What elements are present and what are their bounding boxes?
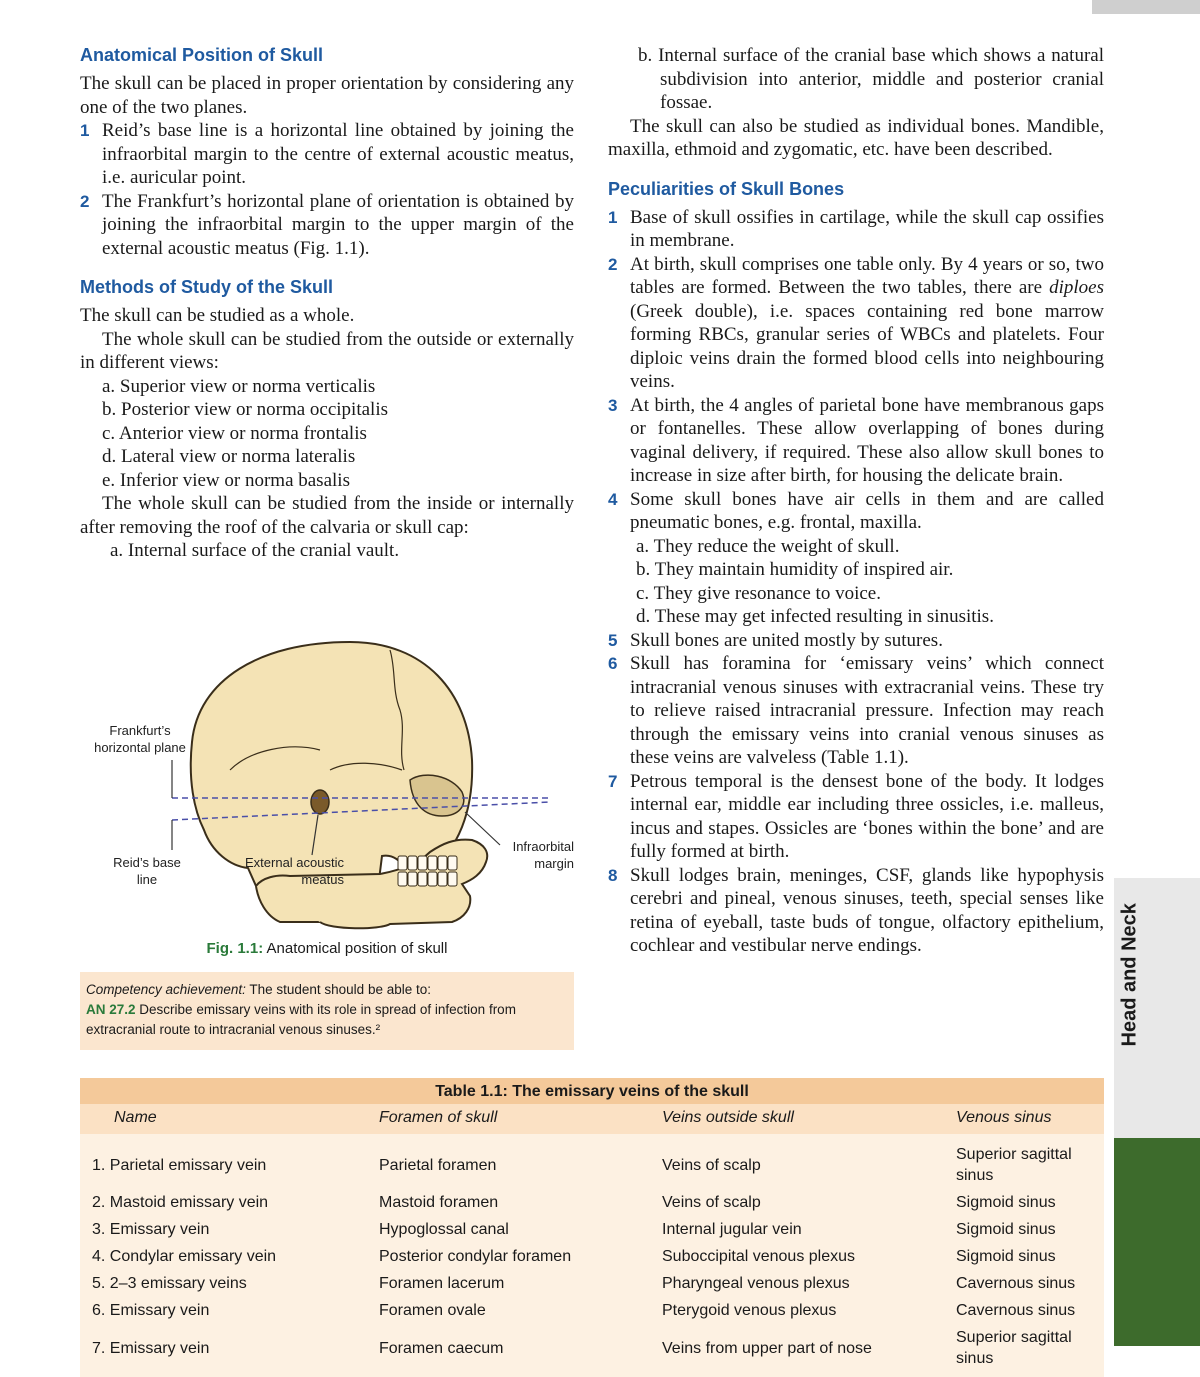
left-column <box>80 44 574 563</box>
page-corner-tab <box>1092 0 1200 14</box>
list-item: e. Inferior view or norma basalis <box>102 469 350 491</box>
paragraph-whole: The skull can be studied as a whole. <box>80 305 355 326</box>
list-item: d. Lateral view or norma lateralis <box>102 446 356 467</box>
paragraph-individual-bones: The skull can also be studied as individual bones. Mandible, maxilla, ethmoid and zygomatic, etc. have been described. <box>608 115 1104 160</box>
table-row: 4. Condylar emissary vein Posterior condylar foramen Suboccipital venous plexus Sigmoid sinus <box>80 1244 1104 1271</box>
list-item: 3 At birth, the 4 angles of parietal bone have membranous gaps or fontanelles. These allow overlapping of bones during vaginal delivery, if required. These also allow skull bones to increase in size after birth, for housing the delicate brain. <box>608 394 1104 486</box>
list-item: d. These may get infected resulting in sinusitis. <box>636 606 994 627</box>
table-row: 6. Emissary vein Foramen ovale Pterygoid venous plexus Cavernous sinus <box>80 1298 1104 1325</box>
label-frankfurt: Frankfurt’s horizontal plane <box>94 723 186 755</box>
views-list <box>80 375 574 493</box>
list-item: a. They reduce the weight of skull. <box>636 535 900 557</box>
competency-box: Competency achievement: The student should be able to: AN 27.2 Describe emissary veins with its role in spread of infection from extracranial route to intracranial venous sinuses.² <box>80 972 574 1050</box>
paragraph-internally: The whole skull can be studied from the inside or internally after removing the roof of the calvaria or skull cap: <box>80 493 574 538</box>
table-row: 1. Parietal emissary vein Parietal foramen Veins of scalp Superior sagittal sinus <box>80 1134 1104 1190</box>
column-header: Foramen of skull <box>367 1104 650 1134</box>
list-item: 1 Reid’s base line is a horizontal line obtained by joining the infraorbital margin to the centre of external acoustic meatus, i.e. auricular point. <box>80 120 574 188</box>
external-acoustic-meatus <box>311 790 329 814</box>
list-item: a. Internal surface of the cranial vault. <box>110 540 400 561</box>
emissary-veins-table <box>80 1078 1104 1377</box>
list-item: 4 Some skull bones have air cells in them and are called pneumatic bones, e.g. frontal, maxilla. a. They reduce the weight of skull. b. They maintain humidity of inspired air. c. They give resonance to voice. d. These may get infected resulting in sinusitis. <box>608 488 1104 627</box>
table-row: 3. Emissary vein Hypoglossal canal Internal jugular vein Sigmoid sinus <box>80 1217 1104 1244</box>
list-item: 7 Petrous temporal is the densest bone of the body. It lodges internal ear, middle ear including three ossicles, i.e. malleus, incus and stapes. Ossicles are ‘bones within the bone’ and are fully formed at birth. <box>608 770 1104 862</box>
list-item: b. They maintain humidity of inspired air. <box>636 559 954 580</box>
list-item: 5 Skull bones are united mostly by sutures. <box>608 629 943 651</box>
list-item: c. Anterior view or norma frontalis <box>102 422 367 444</box>
list-item: c. They give resonance to voice. <box>636 582 881 604</box>
list-item: a. Superior view or norma verticalis <box>102 375 376 397</box>
figure-caption: Fig. 1.1: Anatomical position of skull <box>206 940 448 957</box>
list-item: b. Internal surface of the cranial base which shows a natural subdivision into anterior, middle and posterior cranial fossae. <box>638 45 1104 113</box>
inside-list-b <box>608 44 1104 115</box>
section-side-label <box>1119 987 1142 1047</box>
list-item: 2 At birth, skull comprises one table only. By 4 years or so, two tables are formed. Between the two tables, there are diploes (Greek double), i.e. spaces containing red bone marrow forming RBCs, granular series of WBCs and platelets. Four diploic veins drain the formed blood cells into neighbouring veins. <box>608 253 1104 392</box>
peculiarities-list <box>608 206 1104 958</box>
label-external-acoustic-meatus: External acoustic meatus <box>245 855 344 887</box>
table-header-row <box>80 1104 1104 1134</box>
label-infraorbital-margin: Infraorbital margin <box>512 839 574 871</box>
list-item: b. Posterior view or norma occipitalis <box>102 399 388 420</box>
list-item: 6 Skull has foramina for ‘emissary veins’ which connect intracranial venous sinuses with extracranial veins. These try to relieve raised intracranial pressure. Infection may reach through the emissary veins into cranial venous sinuses as these veins are valveless (Table 1.1). <box>608 653 1104 768</box>
pneumatic-sublist <box>630 535 1104 629</box>
column-header: Name <box>80 1104 367 1134</box>
table-caption: Table 1.1: The emissary veins of the skull <box>80 1078 1104 1104</box>
table-row: 5. 2–3 emissary veins Foramen lacerum Pharyngeal venous plexus Cavernous sinus <box>80 1271 1104 1298</box>
right-column <box>608 44 1104 958</box>
heading-anatomical-position: Anatomical Position of Skull <box>80 45 324 65</box>
label-reid: Reid’s base line <box>113 855 181 887</box>
heading-peculiarities: Peculiarities of Skull Bones <box>608 178 845 199</box>
orientation-list <box>80 119 574 260</box>
list-item: 2 The Frankfurt’s horizontal plane of orientation is obtained by joining the infraorbital margin to the upper margin of the external acoustic meatus (Fig. 1.1). <box>80 190 574 259</box>
skull-figure <box>80 630 574 930</box>
column-header: Venous sinus <box>944 1104 1104 1134</box>
paragraph-orientation: The skull can be placed in proper orientation by considering any one of the two planes. <box>80 73 574 118</box>
list-item: 1 Base of skull ossifies in cartilage, while the skull cap ossifies in membrane. <box>608 206 1104 251</box>
list-item: 8 Skull lodges brain, meninges, CSF, glands like hypophysis cerebri and pineal, venous sinuses, teeth, special senses like retina of eyeball, taste buds of tongue, olfactory epithelium, cochlear and vestibular nerve endings. <box>608 864 1104 956</box>
table-row: 2. Mastoid emissary vein Mastoid foramen Veins of scalp Sigmoid sinus <box>80 1190 1104 1217</box>
heading-methods-of-study: Methods of Study of the Skull <box>80 277 333 297</box>
column-header: Veins outside skull <box>650 1104 944 1134</box>
section-color-band <box>1114 1138 1200 1346</box>
inside-list <box>80 539 574 563</box>
paragraph-externally: The whole skull can be studied from the outside or externally in different views: <box>80 328 574 373</box>
table-row: 7. Emissary vein Foramen caecum Veins from upper part of nose Superior sagittal sinus <box>80 1325 1104 1377</box>
